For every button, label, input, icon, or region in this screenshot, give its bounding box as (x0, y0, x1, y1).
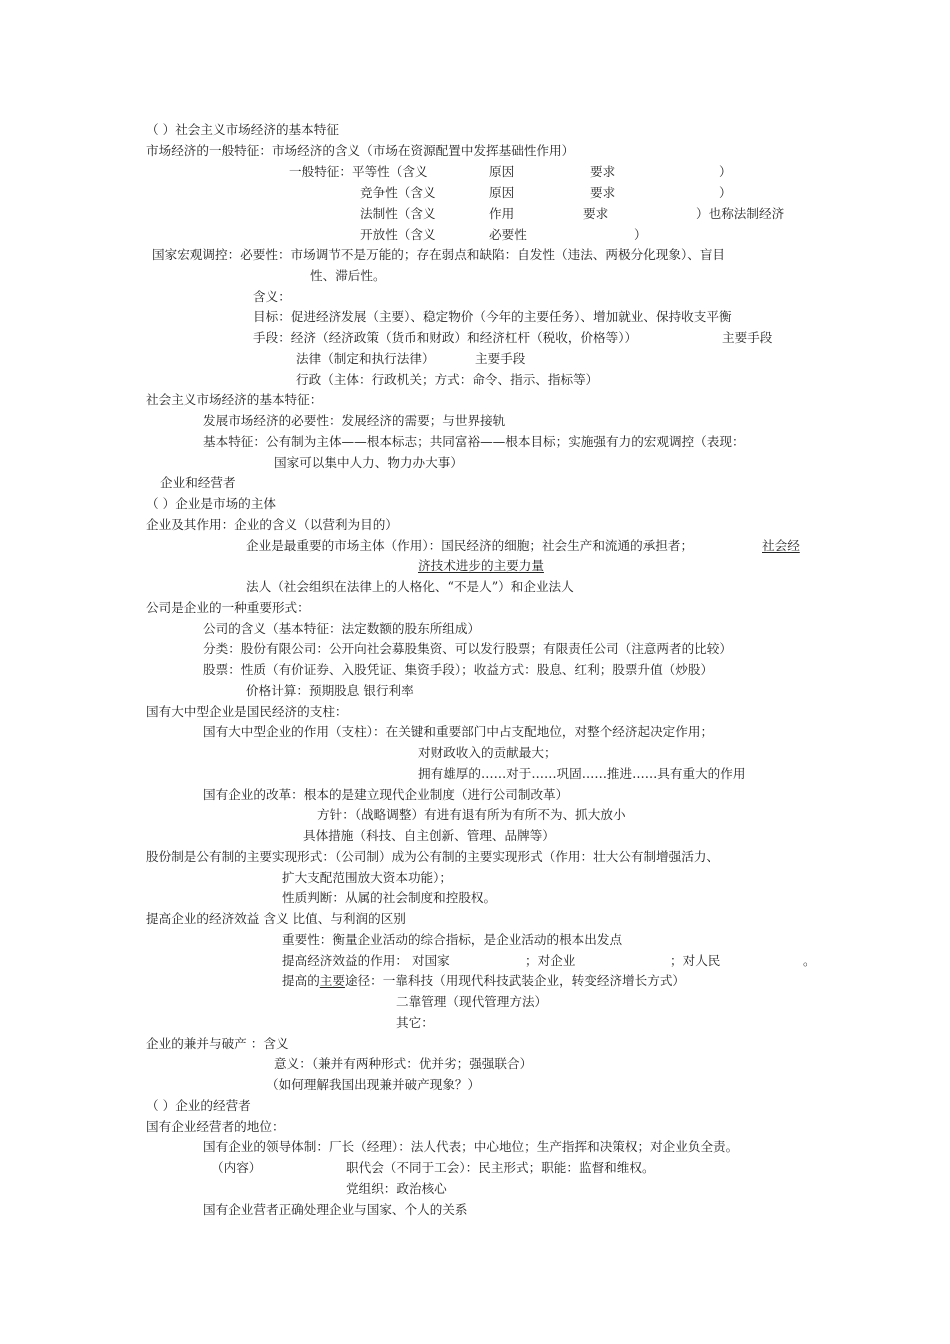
text-fragment: 要求 (583, 206, 609, 221)
text-line: 党组织：政治核心 (346, 1181, 447, 1196)
text-line: 含义： (253, 289, 291, 304)
underlined-text: 主要 (319, 973, 345, 988)
text-fragment: 主要手段 (475, 351, 526, 366)
text-line: 国家宏观调控：必要性：市场调节不是万能的；存在弱点和缺陷：自发性（违法、两极分化现象）、盲目 (152, 247, 726, 262)
text-line: 法人（社会组织在法律上的人格化、“不是人”）和企业法人 (246, 579, 574, 594)
text-line (282, 973, 685, 989)
text-line: 手段：经济（经济政策（货币和财政）和经济杠杆（税收，价格等）） (253, 330, 638, 345)
text-line: 二靠管理（现代管理方法） (396, 994, 548, 1009)
text-fragment: 作用 (489, 206, 515, 221)
section-heading: （ ）企业是市场的主体 (146, 496, 276, 511)
text-fragment: 原因 (489, 164, 515, 179)
underlined-text: 济技术进步的主要力量 (418, 558, 544, 573)
text-fragment: 提高的 (282, 973, 320, 988)
text-line: 国有企业经营者的地位： (146, 1119, 285, 1134)
text-line: 其它： (396, 1015, 434, 1030)
text-line: 国有大中型企业的作用（支柱）：在关键和重要部门中占支配地位，对整个经济起决定作用； (203, 724, 714, 739)
underlined-text: 社会经 (762, 538, 800, 553)
text-line: 国有大中型企业是国民经济的支柱： (146, 704, 348, 719)
text-line: 对财政收入的贡献最大； (418, 745, 557, 760)
text-fragment: ）也称法制经济 (696, 206, 785, 221)
text-fragment: 主要手段 (722, 330, 773, 345)
text-fragment: ；对人民 (670, 953, 721, 968)
text-line: 市场经济的一般特征：市场经济的含义（市场在资源配置中发挥基础性作用） (146, 143, 575, 158)
text-line: 股票：性质（有价证券、入股凭证、集资手段）；收益方式：股息、红利；股票升值（炒股） (203, 662, 714, 677)
text-line: 公司的含义（基本特征：法定数额的股东所组成） (203, 621, 481, 636)
text-line: 具体措施（科技、自主创新、管理、品牌等） (303, 828, 555, 843)
section-heading: （ ）企业的经营者 (146, 1098, 251, 1113)
text-line: 价格计算：预期股息 银行利率 (246, 683, 414, 698)
text-line: 竞争性（含义 (360, 185, 436, 200)
text-line: 法制性（含义 (360, 206, 436, 221)
text-line: 行政（主体：行政机关；方式：命令、指示、指标等） (296, 372, 599, 387)
text-line: （内容） (211, 1160, 262, 1175)
text-fragment: ；对企业 (525, 953, 576, 968)
text-line: 公司是企业的一种重要形式： (146, 600, 310, 615)
text-line: 国有企业的改革：根本的是建立现代企业制度（进行公司制改革） (203, 787, 569, 802)
text-fragment: ） (719, 185, 732, 200)
text-line: 提高企业的经济效益 含义 比值、与利润的区别 (146, 911, 406, 926)
text-fragment: 职代会（不同于工会）：民主形式；职能：监督和维权。 (346, 1160, 655, 1175)
text-fragment: 原因 (489, 185, 515, 200)
text-line: 国有企业的领导体制：厂长（经理）：法人代表；中心地位；生产指挥和决策权；对企业负全责。 (203, 1139, 739, 1154)
section-heading: 企业和经营者 (160, 475, 236, 490)
text-fragment: 必要性 (489, 227, 527, 242)
text-line: 一般特征：平等性（含义 (289, 164, 428, 179)
text-line: 性质判断：从属的社会制度和控股权。 (282, 890, 497, 905)
text-line: 基本特征：公有制为主体——根本标志；共同富裕——根本目标；实施强有力的宏观调控（表现： (203, 434, 745, 449)
text-line: 股份制是公有制的主要实现形式：（公司制）成为公有制的主要实现形式（作用：壮大公有制增强活力、 (146, 849, 720, 864)
text-fragment: 要求 (590, 185, 616, 200)
text-fragment: 要求 (590, 164, 616, 179)
text-line: 方针：（战略调整）有进有退有所为有所不为、抓大放小 (317, 807, 626, 822)
text-line: 企业是最重要的市场主体（作用）：国民经济的细胞；社会生产和流通的承担者； (246, 538, 694, 553)
text-line: 意义：（兼并有两种形式：优并劣；强强联合） (274, 1056, 533, 1071)
section-heading: （ ）社会主义市场经济的基本特征 (146, 122, 339, 137)
text-line: 国家可以集中人力、物力办大事） (274, 455, 463, 470)
text-line: 性、滞后性。 (310, 268, 386, 283)
text-line: 提高经济效益的作用： 对国家 (282, 953, 450, 968)
text-fragment: 途径：一靠科技（用现代科技武装企业，转变经济增长方式） (344, 973, 685, 988)
text-line: 社会主义市场经济的基本特征： (146, 392, 323, 407)
text-line: 拥有雄厚的……对于……巩固……推进……具有重大的作用 (418, 766, 746, 781)
text-line: 目标：促进经济发展（主要）、稳定物价（今年的主要任务）、增加就业、保持收支平衡 (253, 309, 732, 324)
text-line: 国有企业营者正确处理企业与国家、个人的关系 (203, 1202, 468, 1217)
text-line: 分类：股份有限公司：公开向社会募股集资、可以发行股票；有限责任公司（注意两者的比较） (203, 641, 732, 656)
text-line: 企业及其作用：企业的含义（以营利为目的） (146, 517, 398, 532)
text-fragment: 。 (803, 953, 816, 968)
text-line: 开放性（含义 (360, 227, 436, 242)
text-line: 扩大支配范围放大资本功能）； (282, 870, 453, 885)
text-line: （如何理解我国出现兼并破产现象？） (266, 1077, 481, 1092)
text-line: 企业的兼并与破产 ：含义 (146, 1036, 289, 1051)
text-line: 法律（制定和执行法律） (296, 351, 435, 366)
text-line: 发展市场经济的必要性：发展经济的需要；与世界接轨 (203, 413, 506, 428)
text-fragment: ） (634, 227, 647, 242)
text-line: 重要性：衡量企业活动的综合指标，是企业活动的根本出发点 (282, 932, 623, 947)
text-fragment: ） (719, 164, 732, 179)
